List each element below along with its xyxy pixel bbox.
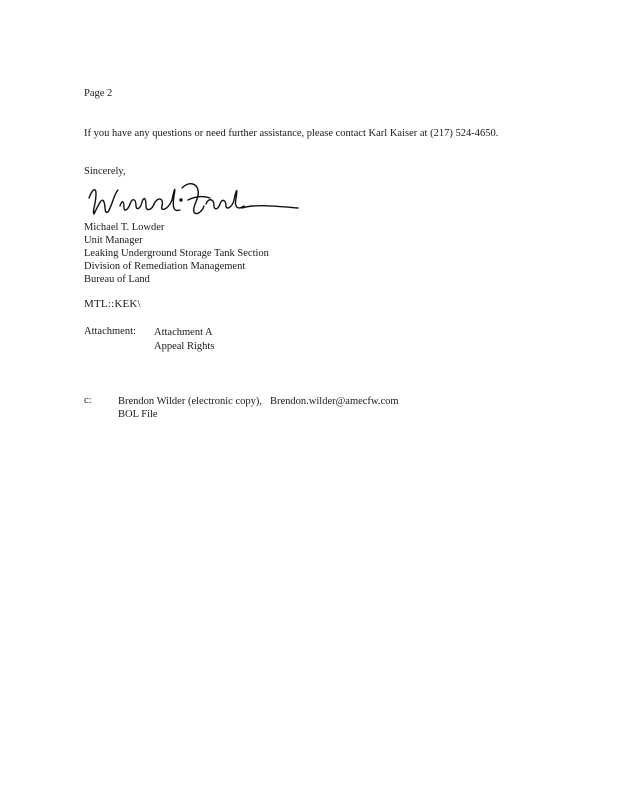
cc-recipient: Brendon Wilder (electronic copy), <box>118 396 262 407</box>
reference-initials: MTL::KEK\ <box>84 298 141 310</box>
signature-block <box>84 221 269 286</box>
attachment-item: Attachment A <box>154 327 213 338</box>
cc-file: BOL File <box>118 409 158 420</box>
signatory-division: Division of Remediation Management <box>84 261 246 272</box>
cc-list <box>118 395 399 421</box>
signatory-title: Unit Manager <box>84 235 143 246</box>
signatory-section: Leaking Underground Storage Tank Section <box>84 248 269 259</box>
cc-email: Brendon.wilder@amecfw.com <box>270 396 399 407</box>
cc-label: c: <box>84 395 92 406</box>
closing-salutation: Sincerely, <box>84 166 126 177</box>
signatory-bureau: Bureau of Land <box>84 274 150 285</box>
cc-row <box>118 395 399 408</box>
body-paragraph: If you have any questions or need further assistance, please contact Karl Kaiser at (217) 524-4650. <box>84 128 499 139</box>
attachment-item: Appeal Rights <box>154 341 215 352</box>
page-number: Page 2 <box>84 88 113 99</box>
handwritten-signature <box>84 176 304 224</box>
attachment-list <box>154 326 214 354</box>
attachment-label: Attachment: <box>84 326 136 337</box>
signatory-name: Michael T. Lowder <box>84 222 165 233</box>
